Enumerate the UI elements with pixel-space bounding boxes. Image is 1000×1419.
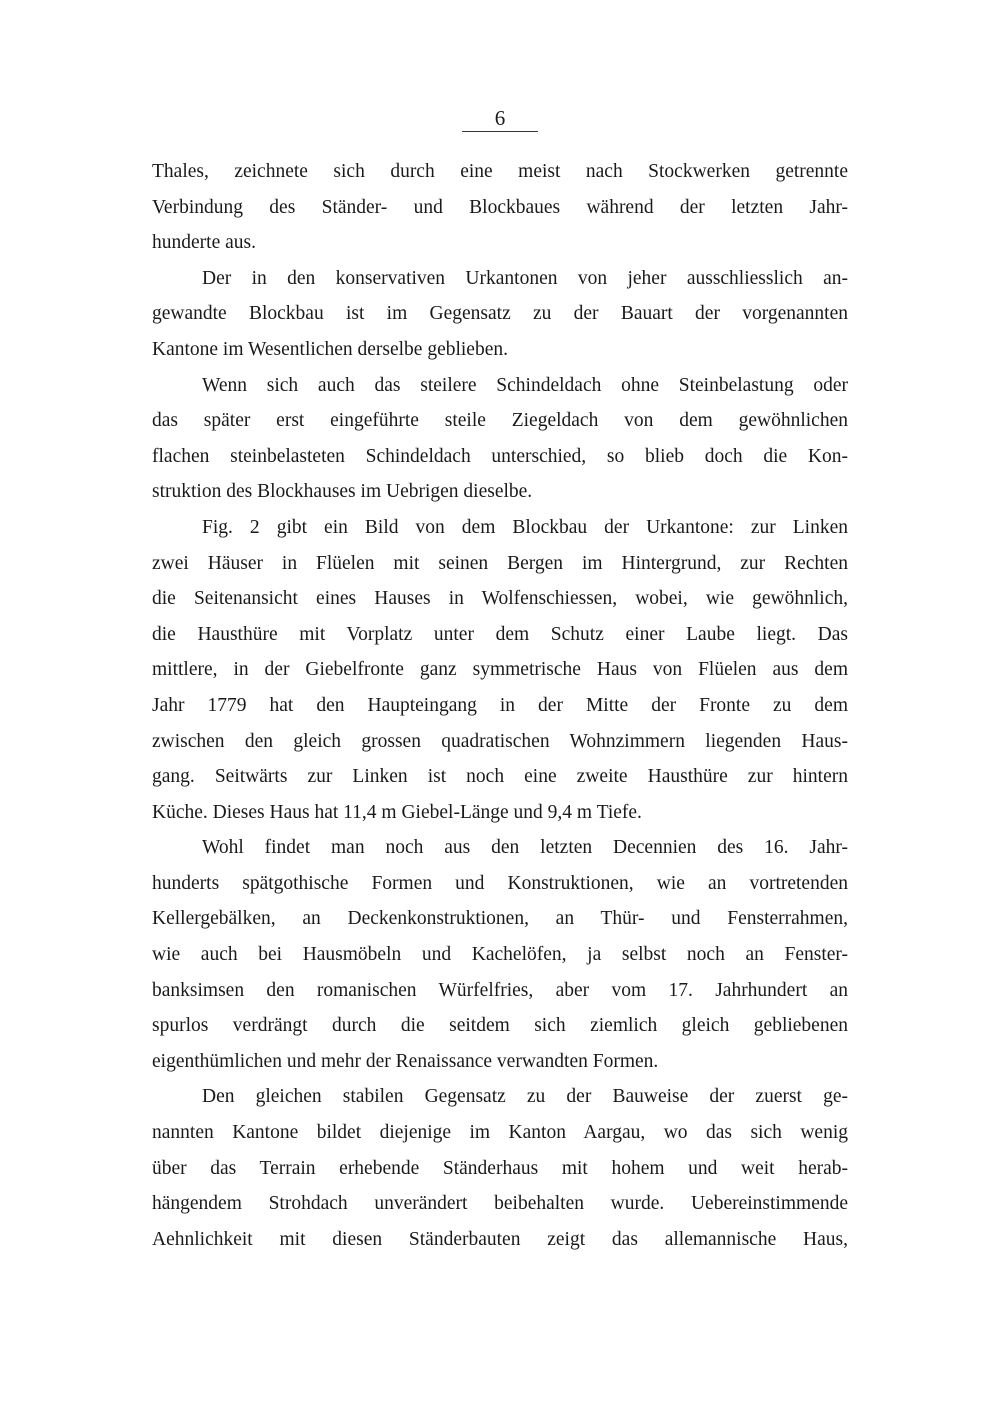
text-line: über das Terrain erhebende Ständerhaus mit hohem und weit herab- bbox=[152, 1157, 848, 1179]
text-line: Der in den konservativen Urkantonen von jeher ausschliesslich an- bbox=[202, 267, 848, 289]
page-number: 6 bbox=[494, 106, 506, 130]
text-line: Fig. 2 gibt ein Bild von dem Blockbau der Urkantone: zur Linken bbox=[202, 516, 848, 538]
text-line: Jahr 1779 hat den Haupteingang in der Mitte der Fronte zu dem bbox=[152, 694, 848, 716]
text-line: die Hausthüre mit Vorplatz unter dem Schutz einer Laube liegt. Das bbox=[152, 623, 848, 645]
text-line: Wohl findet man noch aus den letzten Decennien des 16. Jahr- bbox=[202, 837, 848, 859]
text-line: Aehnlichkeit mit diesen Ständerbauten zeigt das allemannische Haus, bbox=[152, 1228, 848, 1250]
text-line: Kellergebälken, an Deckenkonstruktionen, an Thür- und Fensterrahmen, bbox=[152, 908, 848, 930]
body-text bbox=[152, 154, 848, 1257]
text-line: eigenthümlichen und mehr der Renaissance verwandten Formen. bbox=[152, 1050, 659, 1072]
text-line: die Seitenansicht eines Hauses in Wolfenschiessen, wobei, wie gewöhnlich, bbox=[152, 588, 848, 610]
text-line: Kantone im Wesentlichen derselbe geblieben. bbox=[152, 338, 508, 360]
text-line: Verbindung des Ständer- und Blockbaues während der letzten Jahr- bbox=[152, 196, 848, 218]
text-line: flachen steinbelasteten Schindeldach unterschied, so blieb doch die Kon- bbox=[152, 445, 848, 467]
text-line: Küche. Dieses Haus hat 11,4 m Giebel-Länge und 9,4 m Tiefe. bbox=[152, 801, 642, 823]
text-line: das später erst eingeführte steile Ziegeldach von dem gewöhnlichen bbox=[152, 410, 848, 432]
text-line: struktion des Blockhauses im Uebrigen dieselbe. bbox=[152, 481, 533, 503]
text-line: Den gleichen stabilen Gegensatz zu der Bauweise der zuerst ge- bbox=[202, 1086, 848, 1108]
text-line: zwischen den gleich grossen quadratischen Wohnzimmern liegenden Haus- bbox=[152, 730, 848, 752]
page-number-underline bbox=[462, 131, 538, 132]
text-line: Wenn sich auch das steilere Schindeldach ohne Steinbelastung oder bbox=[202, 374, 848, 396]
text-line: spurlos verdrängt durch die seitdem sich ziemlich gleich gebliebenen bbox=[152, 1015, 848, 1037]
text-line: hunderte aus. bbox=[152, 232, 256, 254]
text-line: wie auch bei Hausmöbeln und Kachelöfen, ja selbst noch an Fenster- bbox=[152, 944, 848, 966]
text-line: gewandte Blockbau ist im Gegensatz zu der Bauart der vorgenannten bbox=[152, 303, 848, 325]
text-line: banksimsen den romanischen Würfelfries, aber vom 17. Jahrhundert an bbox=[152, 979, 848, 1001]
text-line: mittlere, in der Giebelfronte ganz symmetrische Haus von Flüelen aus dem bbox=[152, 659, 848, 681]
text-line: Thales, zeichnete sich durch eine meist nach Stockwerken getrennte bbox=[152, 161, 848, 182]
text-line: hunderts spätgothische Formen und Konstruktionen, wie an vortretenden bbox=[152, 872, 848, 894]
text-line: gang. Seitwärts zur Linken ist noch eine zweite Hausthüre zur hintern bbox=[152, 766, 848, 788]
text-line: nannten Kantone bildet diejenige im Kanton Aargau, wo das sich wenig bbox=[152, 1122, 848, 1144]
text-line: hängendem Strohdach unverändert beibehalten wurde. Uebereinstimmende bbox=[152, 1193, 848, 1215]
text-line: zwei Häuser in Flüelen mit seinen Bergen im Hintergrund, zur Rechten bbox=[152, 552, 848, 574]
